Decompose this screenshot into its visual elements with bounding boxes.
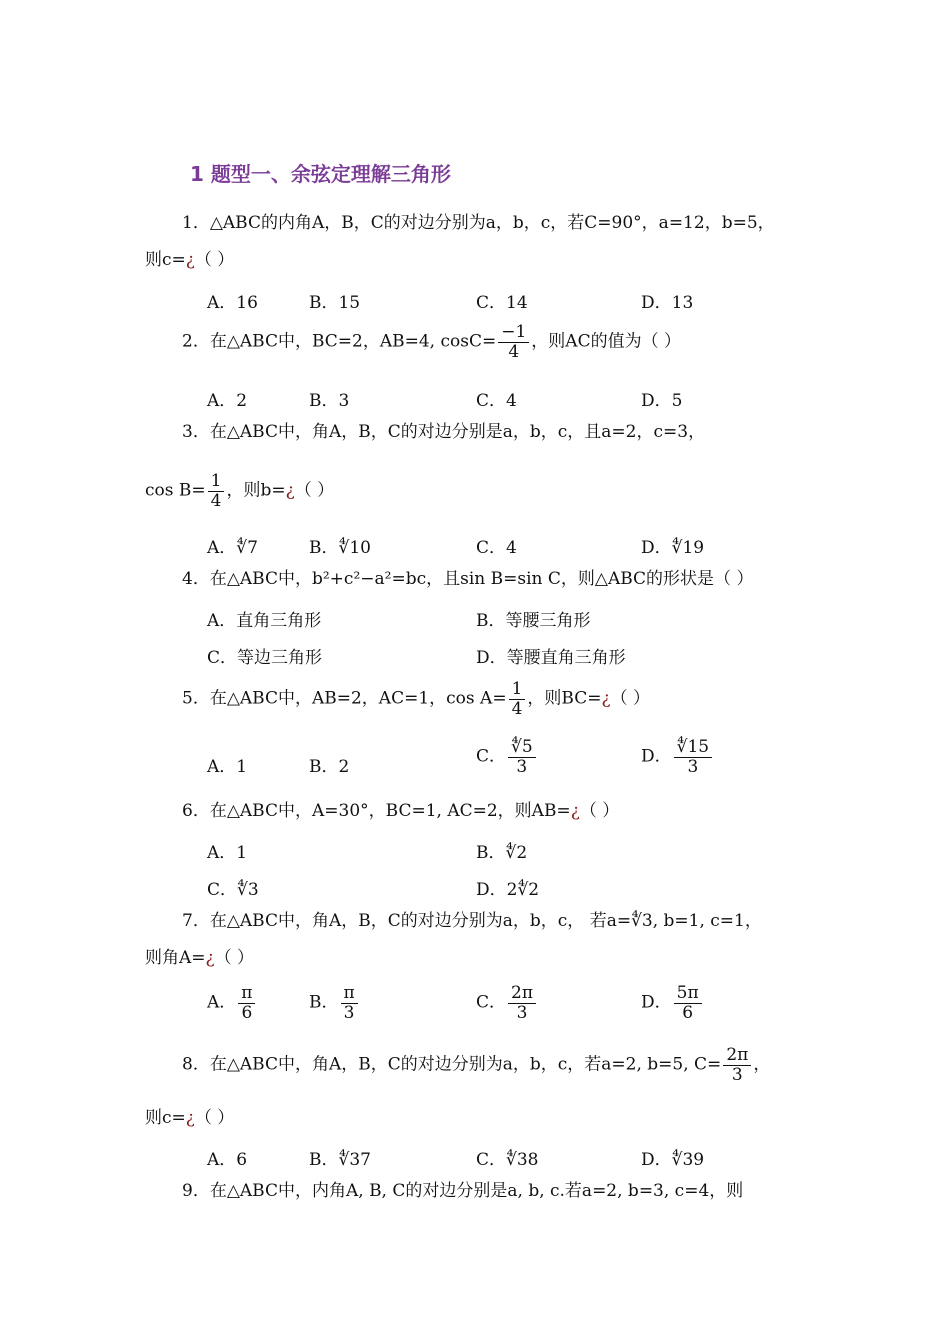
q5-c-den: 3 <box>516 756 528 777</box>
q6-mark: ¿ <box>570 801 580 821</box>
q8-option-a: A．6 <box>207 1150 248 1170</box>
q8-option-d: D．∜39 <box>641 1150 705 1170</box>
q2-option-a: A．2 <box>207 391 248 411</box>
q7-mark: ¿ <box>205 948 215 968</box>
q1-option-d: D．13 <box>641 293 694 313</box>
q8-pre: 8．在△ABC中，角A，B，C的对边分别为a，b，c，若a=2, b=5, C= <box>182 1054 722 1075</box>
q5-den: 4 <box>511 698 523 719</box>
q6-option-a: A．1 <box>207 843 248 863</box>
q7-d-label: D． <box>641 992 672 1013</box>
q3-post2: （ ） <box>294 480 335 501</box>
q7-b-den: 3 <box>343 1002 355 1023</box>
q5-d-num: ∜15 <box>674 738 712 758</box>
q5-stem <box>182 680 650 718</box>
q1-stem-2 <box>145 250 234 270</box>
q7-a-num: π <box>238 984 255 1004</box>
q2-option-c: C．4 <box>476 391 517 411</box>
q9-stem: 9．在△ABC中，内角A, B, C的对边分别是a, b, c.若a=2, b=3, c=4，则 <box>182 1181 744 1201</box>
q5-option-b: B．2 <box>309 757 350 777</box>
q1-mark: ¿ <box>185 250 195 270</box>
q5-option-a: A．1 <box>207 757 248 777</box>
q7-a-den: 6 <box>241 1002 253 1023</box>
q1-option-a: A．16 <box>207 293 258 313</box>
q6-option-d: D．2∜2 <box>476 880 540 900</box>
q3-fraction <box>208 472 225 510</box>
q5-num: 1 <box>509 680 526 700</box>
section-heading: 1 题型一、余弦定理解三角形 <box>190 162 451 186</box>
q2-num: −1 <box>498 323 529 343</box>
q7-option-d <box>641 984 704 1022</box>
q4-stem: 4．在△ABC中，b²+c²−a²=bc，且sin B=sin C，则△ABC的形状是（ ） <box>182 569 754 589</box>
q7-d-fraction <box>674 984 702 1022</box>
q7-c-den: 3 <box>516 1002 528 1023</box>
q8-num: 2π <box>723 1046 751 1066</box>
q7-c-num: 2π <box>508 984 536 1004</box>
q8-fraction <box>723 1046 751 1084</box>
q5-option-c <box>476 738 538 776</box>
q7-b-num: π <box>341 984 358 1004</box>
q6-stem <box>182 801 619 821</box>
q4-option-b: B．等腰三角形 <box>476 611 591 631</box>
q7-stem-2 <box>145 948 254 968</box>
q2-stem <box>182 323 681 361</box>
q3-option-a: A．∜7 <box>207 538 258 558</box>
q6-stem-text: 6．在△ABC中，A=30°，BC=1, AC=2，则AB= <box>182 801 571 821</box>
q3-option-c: C．4 <box>476 538 517 558</box>
q3-post: ，则b= <box>226 480 286 501</box>
q3-option-d: D．∜19 <box>641 538 705 558</box>
q1-option-c: C．14 <box>476 293 528 313</box>
q7-c-fraction <box>508 984 536 1022</box>
q8-stem-2b: （ ） <box>194 1108 235 1128</box>
q5-c-fraction <box>508 738 536 776</box>
q2-option-d: D．5 <box>641 391 683 411</box>
q2-den: 4 <box>508 341 520 362</box>
q8-stem-2a: 则c= <box>145 1108 186 1128</box>
q2-option-b: B．3 <box>309 391 350 411</box>
q5-option-d <box>641 738 714 776</box>
q5-c-num: ∜5 <box>508 738 536 758</box>
q3-num: 1 <box>208 472 225 492</box>
q3-mark: ¿ <box>285 480 295 501</box>
q1-stem-2a: 则c= <box>145 250 186 270</box>
q7-a-fraction <box>238 984 255 1022</box>
q8-mark: ¿ <box>185 1108 195 1128</box>
q6-option-c: C．∜3 <box>207 880 259 900</box>
q8-option-b: B．∜37 <box>309 1150 371 1170</box>
q7-stem-2a: 则角A= <box>145 948 206 968</box>
q5-d-fraction <box>674 738 712 776</box>
q3-option-b: B．∜10 <box>309 538 371 558</box>
q7-c-label: C． <box>476 992 507 1013</box>
q7-option-c <box>476 984 538 1022</box>
q3-den: 4 <box>210 490 222 511</box>
q7-d-num: 5π <box>674 984 702 1004</box>
q3-stem: 3．在△ABC中，角A，B，C的对边分别是a，b，c，且a=2，c=3， <box>182 422 706 442</box>
q5-mark: ¿ <box>601 688 611 709</box>
q2-post: ，则AC的值为（ ） <box>531 331 681 352</box>
q7-option-a <box>207 984 257 1022</box>
q6-post: （ ） <box>579 801 620 821</box>
q7-b-label: B． <box>309 992 339 1013</box>
q8-den: 3 <box>731 1064 743 1085</box>
q2-pre: 2．在△ABC中，BC=2，AB=4, cosC= <box>182 331 497 352</box>
q8-stem-2 <box>145 1108 234 1128</box>
q8-stem <box>182 1046 770 1084</box>
q7-stem: 7．在△ABC中，角A，B，C的对边分别为a，b，c， 若a=∜3, b=1, c=1， <box>182 911 762 931</box>
q2-fraction <box>498 323 529 361</box>
q1-stem-2b: （ ） <box>194 250 235 270</box>
q5-pre: 5．在△ABC中，AB=2，AC=1，cos A= <box>182 688 507 709</box>
q7-a-label: A． <box>207 992 237 1013</box>
q7-d-den: 6 <box>682 1002 694 1023</box>
q5-d-den: 3 <box>687 756 699 777</box>
q5-d-label: D． <box>641 746 672 767</box>
q1-option-b: B．15 <box>309 293 361 313</box>
q5-post: ，则BC= <box>527 688 602 709</box>
q6-option-b: B．∜2 <box>476 843 528 863</box>
q4-option-a: A．直角三角形 <box>207 611 322 631</box>
q5-post2: （ ） <box>610 688 650 709</box>
q4-option-c: C．等边三角形 <box>207 648 323 668</box>
q4-option-d: D．等腰直角三角形 <box>476 648 626 668</box>
q3-pre: cos B= <box>145 480 206 501</box>
q7-stem-2b: （ ） <box>214 948 255 968</box>
q5-fraction <box>509 680 526 718</box>
q3-stem-2 <box>145 472 334 510</box>
q1-stem: 1．△ABC的内角A，B，C的对边分别为a，b，c，若C=90°，a=12，b=5， <box>182 213 775 233</box>
q7-b-fraction <box>341 984 358 1022</box>
q7-option-b <box>309 984 360 1022</box>
q8-option-c: C．∜38 <box>476 1150 539 1170</box>
q8-post: ， <box>753 1054 771 1075</box>
q5-c-label: C． <box>476 746 507 767</box>
